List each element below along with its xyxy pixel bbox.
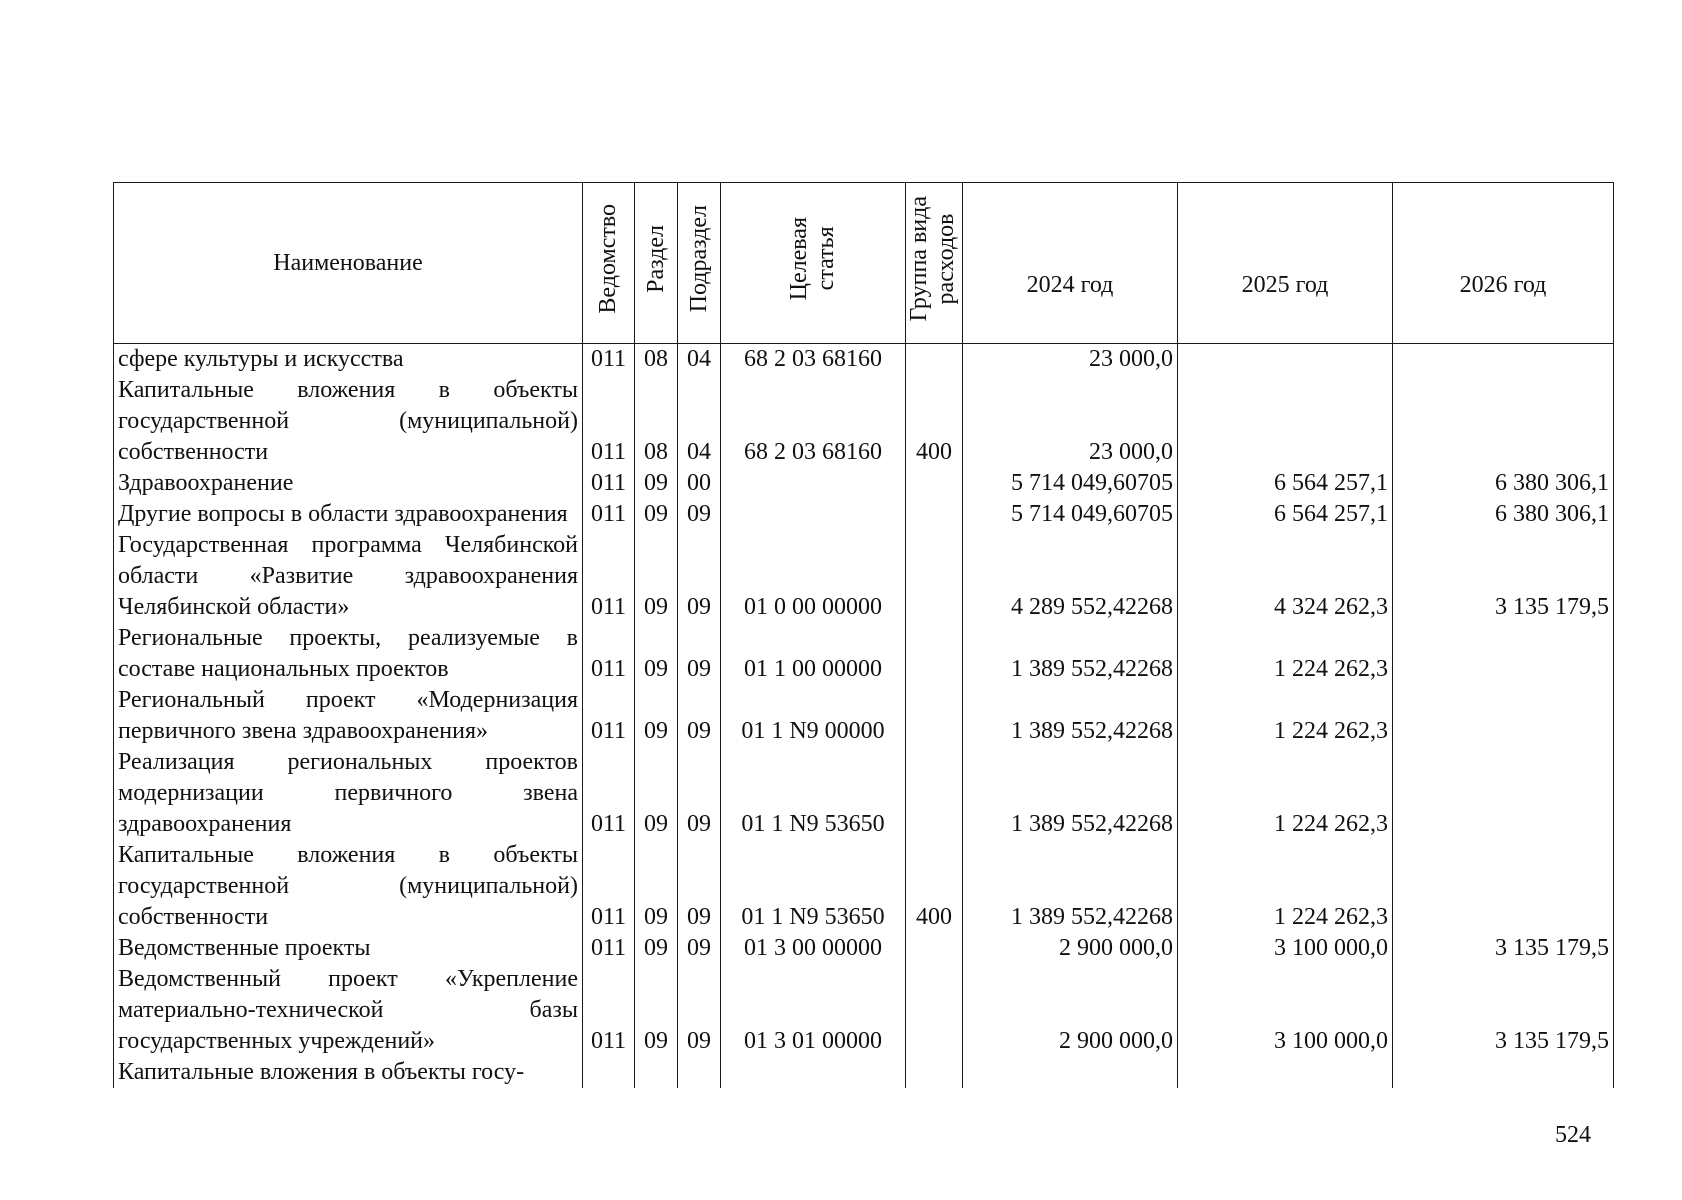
row-amount-2024: 1 389 552,42268 — [963, 840, 1178, 933]
row-amount-2024: 4 289 552,42268 — [963, 530, 1178, 623]
table-row — [114, 747, 1614, 840]
header-subsection-label: Подраздел — [685, 204, 712, 313]
row-name: Здравоохранение — [114, 468, 583, 499]
header-year-2026-label: 2026 год — [1459, 271, 1547, 298]
row-subsection — [678, 1057, 721, 1088]
row-subsection: 09 — [678, 530, 721, 623]
row-name: Государственная программа Челябинской области «Развитие здравоохранения Челябинской области» — [114, 530, 583, 623]
row-amount-2026: 3 135 179,5 — [1393, 964, 1614, 1057]
header-name — [114, 183, 583, 344]
row-amount-2024: 1 389 552,42268 — [963, 685, 1178, 747]
header-target-item-label — [786, 217, 840, 300]
row-name: Капитальные вложения в объекты государственной (муниципальной) собственности — [114, 840, 583, 933]
row-name: Капитальные вложения в объекты государственной (муниципальной) собственности — [114, 375, 583, 468]
row-name: Региональные проекты, реализуемые в составе национальных проектов — [114, 623, 583, 685]
row-name: сфере культуры и искусства — [114, 344, 583, 376]
row-department: 011 — [583, 499, 635, 530]
row-target-item: 01 0 00 00000 — [721, 530, 906, 623]
header-department-label: Ведомство — [595, 203, 621, 314]
row-department: 011 — [583, 530, 635, 623]
row-amount-2026 — [1393, 1057, 1614, 1088]
header-year-2026 — [1393, 183, 1614, 344]
row-expense-group — [906, 499, 963, 530]
table-row — [114, 964, 1614, 1057]
table-row — [114, 933, 1614, 964]
row-amount-2024: 2 900 000,0 — [963, 964, 1178, 1057]
row-expense-group — [906, 623, 963, 685]
row-amount-2024: 2 900 000,0 — [963, 933, 1178, 964]
header-expense-group-label — [906, 196, 962, 321]
row-department: 011 — [583, 747, 635, 840]
row-section: 09 — [635, 685, 678, 747]
row-section: 08 — [635, 375, 678, 468]
row-subsection: 00 — [678, 468, 721, 499]
row-target-item — [721, 1057, 906, 1088]
table-row — [114, 1057, 1614, 1088]
row-name: Региональный проект «Модернизация первичного звена здравоохранения» — [114, 685, 583, 747]
row-expense-group — [906, 530, 963, 623]
row-section: 09 — [635, 468, 678, 499]
row-target-item: 01 3 00 00000 — [721, 933, 906, 964]
row-subsection: 09 — [678, 747, 721, 840]
row-target-item: 68 2 03 68160 — [721, 375, 906, 468]
header-section-label: Раздел — [642, 224, 669, 293]
header-expense-group-line2: расходов — [933, 213, 959, 304]
row-department: 011 — [583, 840, 635, 933]
table-body — [114, 344, 1614, 1089]
row-amount-2026 — [1393, 840, 1614, 933]
row-amount-2025: 6 564 257,1 — [1178, 499, 1393, 530]
row-target-item: 68 2 03 68160 — [721, 344, 906, 376]
row-amount-2026 — [1393, 623, 1614, 685]
header-year-2025-label: 2025 год — [1241, 271, 1329, 298]
row-expense-group — [906, 1057, 963, 1088]
row-subsection: 09 — [678, 933, 721, 964]
table-row — [114, 375, 1614, 468]
header-year-2024 — [963, 183, 1178, 344]
row-expense-group — [906, 468, 963, 499]
row-expense-group — [906, 344, 963, 376]
row-target-item — [721, 468, 906, 499]
row-section: 08 — [635, 344, 678, 376]
table-row — [114, 623, 1614, 685]
row-expense-group — [906, 685, 963, 747]
row-section: 09 — [635, 623, 678, 685]
row-department: 011 — [583, 964, 635, 1057]
row-amount-2026: 6 380 306,1 — [1393, 468, 1614, 499]
page-number: 524 — [1555, 1122, 1591, 1148]
row-section: 09 — [635, 840, 678, 933]
header-expense-group — [906, 183, 963, 344]
row-amount-2024: 1 389 552,42268 — [963, 623, 1178, 685]
table-row — [114, 840, 1614, 933]
row-amount-2025 — [1178, 344, 1393, 376]
row-expense-group — [906, 964, 963, 1057]
row-expense-group — [906, 933, 963, 964]
row-target-item: 01 1 N9 00000 — [721, 685, 906, 747]
header-section — [635, 183, 678, 344]
row-section: 09 — [635, 747, 678, 840]
row-subsection: 09 — [678, 499, 721, 530]
table-row — [114, 499, 1614, 530]
row-target-item — [721, 499, 906, 530]
row-expense-group: 400 — [906, 840, 963, 933]
row-amount-2024 — [963, 1057, 1178, 1088]
row-amount-2026 — [1393, 344, 1614, 376]
row-amount-2024: 23 000,0 — [963, 344, 1178, 376]
row-name: Реализация региональных проектов модернизации первичного звена здравоохранения — [114, 747, 583, 840]
row-amount-2024: 23 000,0 — [963, 375, 1178, 468]
row-section — [635, 1057, 678, 1088]
row-section: 09 — [635, 964, 678, 1057]
row-expense-group — [906, 747, 963, 840]
row-department: 011 — [583, 623, 635, 685]
row-amount-2026 — [1393, 375, 1614, 468]
row-subsection: 04 — [678, 344, 721, 376]
table-row — [114, 530, 1614, 623]
row-amount-2026 — [1393, 747, 1614, 840]
header-target-item-line2: статья — [813, 226, 839, 291]
row-name: Ведомственные проекты — [114, 933, 583, 964]
row-target-item: 01 1 N9 53650 — [721, 840, 906, 933]
row-target-item: 01 1 N9 53650 — [721, 747, 906, 840]
header-subsection — [678, 183, 721, 344]
header-target-item-line1: Целевая — [786, 216, 812, 301]
row-section: 09 — [635, 499, 678, 530]
row-amount-2024: 5 714 049,60705 — [963, 468, 1178, 499]
row-section: 09 — [635, 933, 678, 964]
header-row — [114, 183, 1614, 344]
row-department — [583, 1057, 635, 1088]
header-expense-group-line1: Группа вида — [906, 195, 932, 322]
row-amount-2025: 1 224 262,3 — [1178, 747, 1393, 840]
table-row — [114, 685, 1614, 747]
row-amount-2025: 4 324 262,3 — [1178, 530, 1393, 623]
row-amount-2025: 1 224 262,3 — [1178, 840, 1393, 933]
row-department: 011 — [583, 933, 635, 964]
row-subsection: 09 — [678, 964, 721, 1057]
budget-table-container — [113, 182, 1613, 1108]
row-amount-2026: 3 135 179,5 — [1393, 933, 1614, 964]
row-name: Другие вопросы в области здравоохранения — [114, 499, 583, 530]
row-amount-2024: 5 714 049,60705 — [963, 499, 1178, 530]
header-year-2024-label: 2024 год — [1026, 271, 1114, 298]
row-amount-2025: 3 100 000,0 — [1178, 964, 1393, 1057]
table-row — [114, 344, 1614, 376]
row-amount-2025: 6 564 257,1 — [1178, 468, 1393, 499]
row-amount-2024: 1 389 552,42268 — [963, 747, 1178, 840]
row-amount-2025: 1 224 262,3 — [1178, 685, 1393, 747]
header-name-label: Наименование — [273, 249, 423, 276]
header-year-2025 — [1178, 183, 1393, 344]
row-amount-2025 — [1178, 375, 1393, 468]
row-department: 011 — [583, 344, 635, 376]
row-target-item: 01 3 01 00000 — [721, 964, 906, 1057]
row-name: Ведомственный проект «Укрепление материально-технической базы государственных учреждений» — [114, 964, 583, 1057]
table-header — [114, 183, 1614, 344]
header-target-item — [721, 183, 906, 344]
row-subsection: 09 — [678, 685, 721, 747]
row-target-item: 01 1 00 00000 — [721, 623, 906, 685]
row-department: 011 — [583, 468, 635, 499]
row-name: Капитальные вложения в объекты госу- — [114, 1057, 583, 1088]
row-section: 09 — [635, 530, 678, 623]
table-row — [114, 468, 1614, 499]
row-amount-2026 — [1393, 685, 1614, 747]
row-expense-group: 400 — [906, 375, 963, 468]
row-subsection: 04 — [678, 375, 721, 468]
row-subsection: 09 — [678, 623, 721, 685]
row-department: 011 — [583, 685, 635, 747]
row-amount-2026: 3 135 179,5 — [1393, 530, 1614, 623]
row-amount-2025: 1 224 262,3 — [1178, 623, 1393, 685]
budget-table — [113, 182, 1614, 1088]
row-subsection: 09 — [678, 840, 721, 933]
row-amount-2026: 6 380 306,1 — [1393, 499, 1614, 530]
row-amount-2025: 3 100 000,0 — [1178, 933, 1393, 964]
row-department: 011 — [583, 375, 635, 468]
row-amount-2025 — [1178, 1057, 1393, 1088]
header-department — [583, 183, 635, 344]
